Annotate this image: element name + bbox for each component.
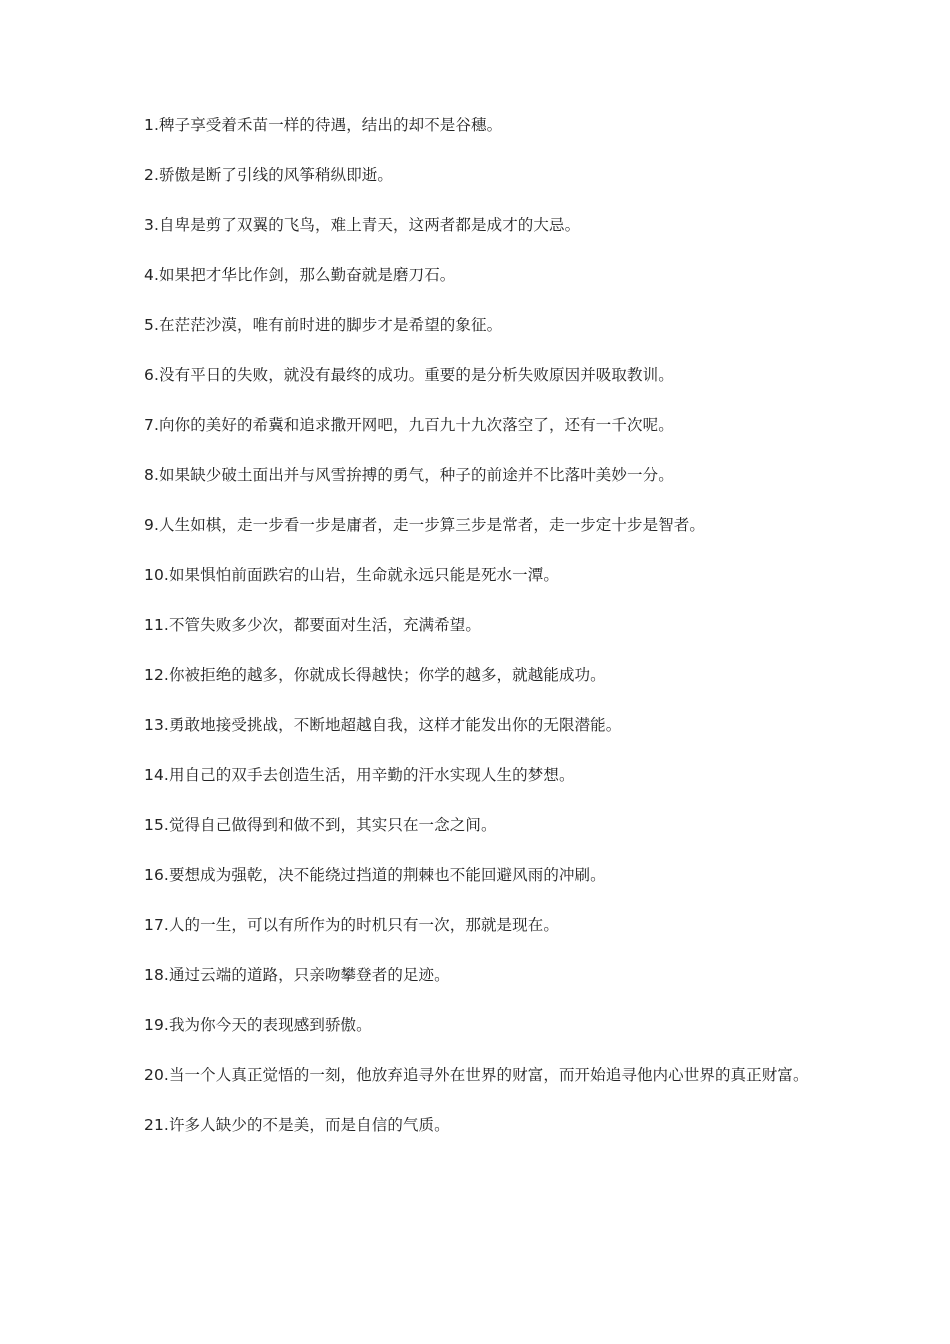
quote-item: 11.不管失败多少次，都要面对生活，充满希望。 — [144, 616, 481, 634]
quote-item: 15.觉得自己做得到和做不到，其实只在一念之间。 — [144, 816, 497, 834]
quote-item: 14.用自己的双手去创造生活，用辛勤的汗水实现人生的梦想。 — [144, 766, 575, 784]
quote-item: 16.要想成为强乾，决不能绕过挡道的荆棘也不能回避风雨的冲刷。 — [144, 866, 606, 884]
quote-item: 4.如果把才华比作剑，那么勤奋就是磨刀石。 — [144, 266, 456, 284]
quote-item: 7.向你的美好的希冀和追求撒开网吧，九百九十九次落空了，还有一千次呢。 — [144, 416, 674, 434]
quote-item: 19.我为你今天的表现感到骄傲。 — [144, 1016, 372, 1034]
quote-item: 9.人生如棋，走一步看一步是庸者，走一步算三步是常者，走一步定十步是智者。 — [144, 516, 705, 534]
quote-item: 1.稗子享受着禾苗一样的待遇，结出的却不是谷穗。 — [144, 116, 503, 134]
quote-item: 20.当一个人真正觉悟的一刻，他放弃追寻外在世界的财富，而开始追寻他内心世界的真正财富。 — [144, 1066, 809, 1084]
quote-item: 6.没有平日的失败，就没有最终的成功。重要的是分析失败原因并吸取教训。 — [144, 366, 674, 384]
quote-item: 10.如果惧怕前面跌宕的山岩，生命就永远只能是死水一潭。 — [144, 566, 559, 584]
quote-item: 5.在茫茫沙漠，唯有前时进的脚步才是希望的象征。 — [144, 316, 503, 334]
quote-list — [144, 114, 816, 1164]
quote-item: 17.人的一生，可以有所作为的时机只有一次，那就是现在。 — [144, 916, 559, 934]
quote-item: 2.骄傲是断了引线的风筝稍纵即逝。 — [144, 166, 393, 184]
quote-item: 8.如果缺少破土面出并与风雪拚搏的勇气，种子的前途并不比落叶美妙一分。 — [144, 466, 674, 484]
quote-item: 18.通过云端的道路，只亲吻攀登者的足迹。 — [144, 966, 450, 984]
quote-item: 13.勇敢地接受挑战，不断地超越自我，这样才能发出你的无限潜能。 — [144, 716, 622, 734]
quote-item: 12.你被拒绝的越多，你就成长得越快；你学的越多，就越能成功。 — [144, 666, 606, 684]
quote-item: 3.自卑是剪了双翼的飞鸟，难上青天，这两者都是成才的大忌。 — [144, 216, 581, 234]
quote-item: 21.许多人缺少的不是美，而是自信的气质。 — [144, 1116, 450, 1134]
